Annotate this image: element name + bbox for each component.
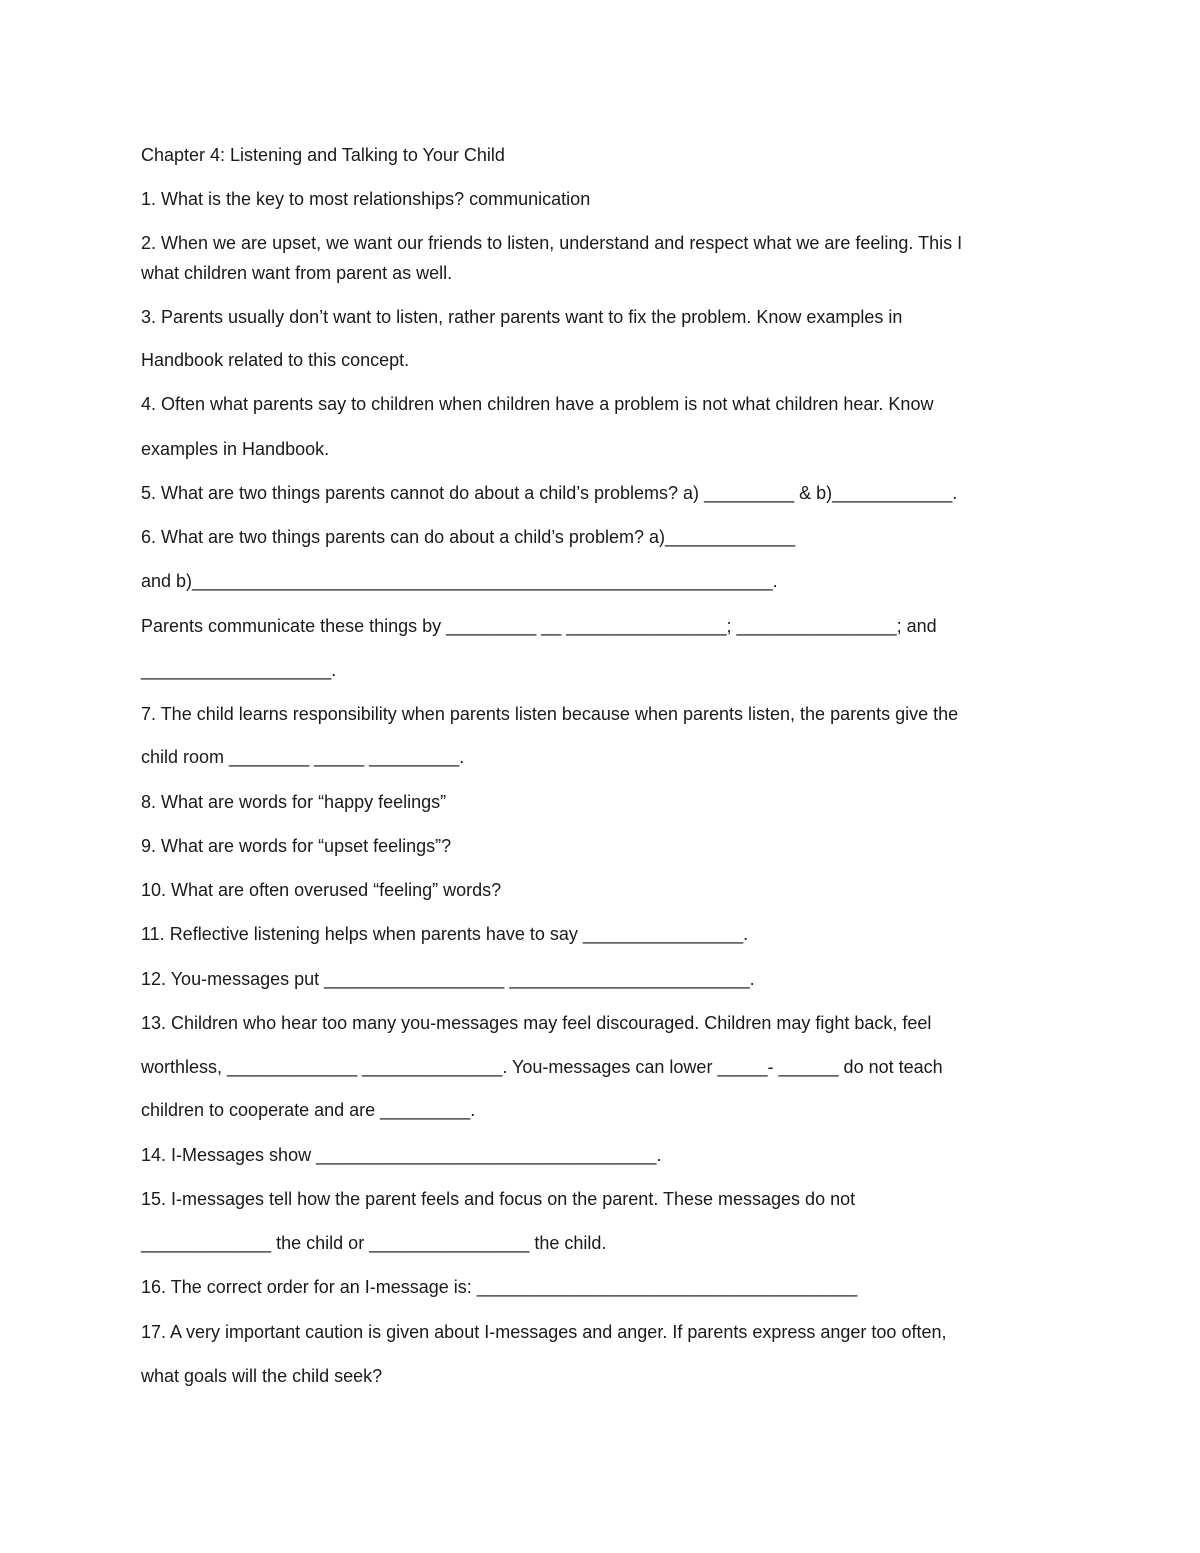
question-1: 1. What is the key to most relationships? communication (141, 189, 591, 209)
question-3-line-1: 3. Parents usually don’t want to listen, rather parents want to fix the problem. Know examples in (141, 307, 903, 327)
question-11: 11. Reflective listening helps when parents have to say ________________. (141, 924, 749, 944)
question-15-line-1: 15. I-messages tell how the parent feels and focus on the parent. These messages do not (141, 1189, 856, 1209)
question-3-line-2: Handbook related to this concept. (141, 350, 410, 370)
question-7-line-1: 7. The child learns responsibility when parents listen because when parents listen, the parents give the (141, 704, 959, 724)
question-2-line-2: what children want from parent as well. (141, 263, 453, 283)
question-6-line-2: and b)__________________________________________________________. (141, 571, 778, 591)
question-15-line-2: _____________ the child or ________________ the child. (141, 1233, 607, 1253)
question-7-line-2: child room ________ _____ _________. (141, 747, 465, 767)
question-17-line-1: 17. A very important caution is given about I-messages and anger. If parents express anger too often, (141, 1322, 947, 1342)
question-9: 9. What are words for “upset feelings”? (141, 836, 452, 856)
question-14: 14. I-Messages show __________________________________. (141, 1145, 662, 1165)
question-2-line-1: 2. When we are upset, we want our friends to listen, understand and respect what we are feeling. This I (141, 233, 963, 253)
question-17-line-2: what goals will the child seek? (141, 1366, 383, 1386)
question-6-line-3: Parents communicate these things by _________ __ ________________; ________________; and (141, 616, 937, 636)
question-4-line-2: examples in Handbook. (141, 439, 330, 459)
question-6-line-1: 6. What are two things parents can do about a child’s problem? a)_____________ (141, 527, 796, 547)
question-6-line-4: ___________________. (141, 660, 337, 680)
question-5: 5. What are two things parents cannot do about a child’s problems? a) _________ & b)____________. (141, 483, 958, 503)
question-13-line-3: children to cooperate and are _________. (141, 1100, 476, 1120)
document-title: Chapter 4: Listening and Talking to Your Child (141, 145, 505, 165)
question-13-line-2: worthless, _____________ ______________. You-messages can lower _____- ______ do not teach (141, 1057, 943, 1077)
question-16: 16. The correct order for an I-message is: ______________________________________ (141, 1277, 858, 1297)
question-12: 12. You-messages put __________________ ________________________. (141, 969, 755, 989)
question-10: 10. What are often overused “feeling” words? (141, 880, 502, 900)
question-13-line-1: 13. Children who hear too many you-messages may feel discouraged. Children may fight back, feel (141, 1013, 932, 1033)
question-4-line-1: 4. Often what parents say to children when children have a problem is not what children hear. Know (141, 394, 934, 414)
question-8: 8. What are words for “happy feelings” (141, 792, 447, 812)
